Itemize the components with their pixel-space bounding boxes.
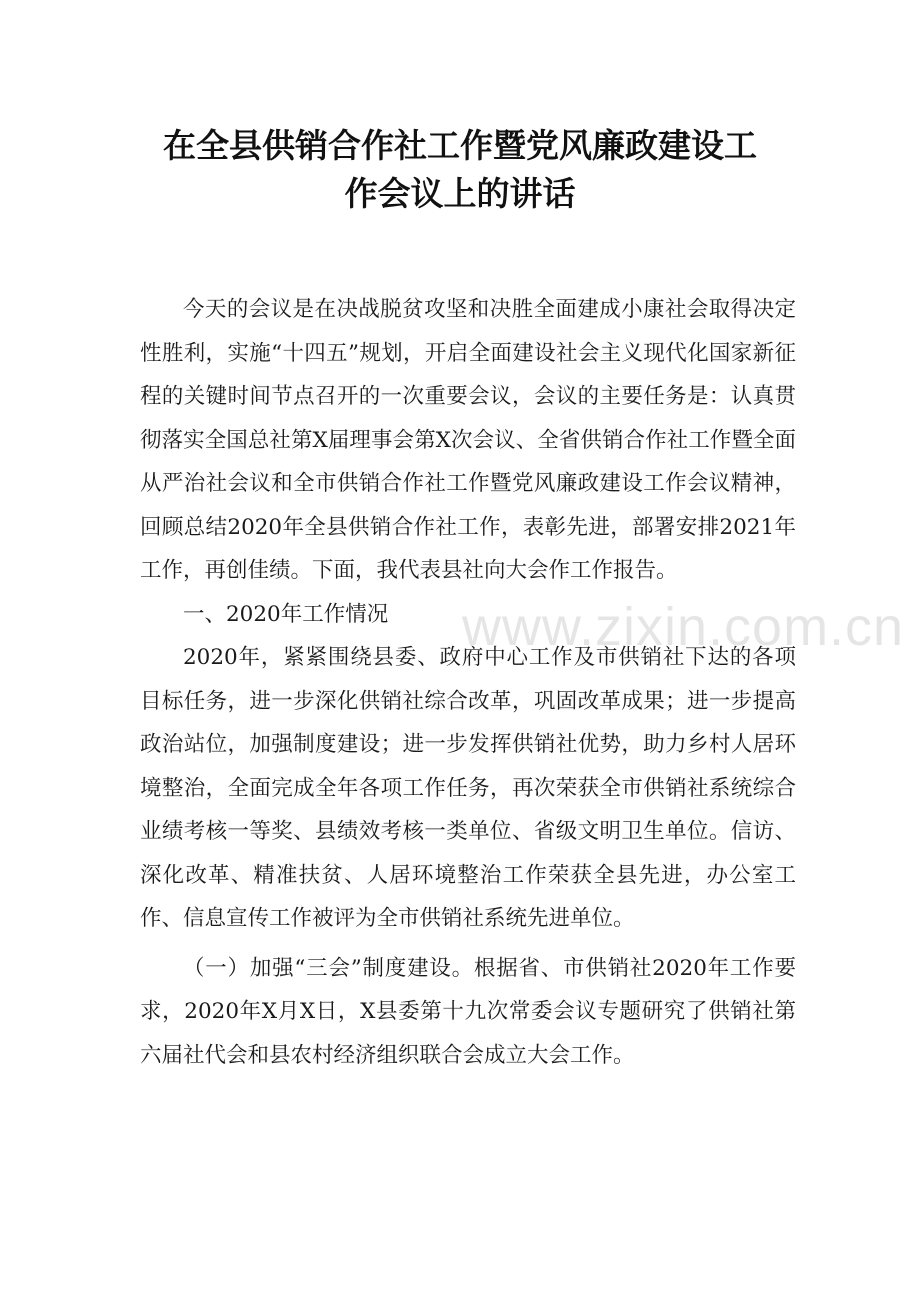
title-line-2: 作会议上的讲话 bbox=[344, 174, 576, 213]
section-heading-1: 一、2020年工作情况 bbox=[183, 601, 389, 627]
paragraph-intro: 今天的会议是在决战脱贫攻坚和决胜全面建成小康社会取得决定性胜利，实施“十四五”规划，开启全面建设社会主义现代化国家新征程的关键时间节点召开的一次重要会议，会议的主要任务是：认真贯彻落实全国总社第X届理事会第X次会议、全省供销合作社工作暨全面从严治社会议和全市供销合作社工作暨党风廉政建设工作会议精神，回顾总结2020年全县供销合作社工作，表彰先进，部署安排2021年工作，再创佳绩。下面，我代表县社向大会作工作报告。 bbox=[140, 297, 796, 583]
document-body bbox=[140, 288, 796, 1077]
watermark bbox=[462, 596, 904, 658]
title-line-1: 在全县供销合作社工作暨党风廉政建设工 bbox=[163, 126, 757, 165]
document-title bbox=[100, 122, 820, 218]
paragraph-subsection-1: （一）加强“三会”制度建设。根据省、市供销社2020年工作要求，2020年X月X日，X县委第十九次常委会议专题研究了供销社第六届社代会和县农村经济组织联合会成立大会工作。 bbox=[140, 955, 796, 1068]
paragraph-2020-summary: 2020年，紧紧围绕县委、政府中心工作及市供销社下达的各项目标任务，进一步深化供销社综合改革，巩固改革成果；进一步提高政治站位，加强制度建设；进一步发挥供销社优势，助力乡村人居环境整治，全面完成全年各项工作任务，再次荣获全市供销社系统综合业绩考核一等奖、县绩效考核一类单位、省级文明卫生单位。信访、深化改革、精准扶贫、人居环境整治工作荣获全县先进，办公室工作、信息宣传工作被评为全市供销社系统先进单位。 bbox=[140, 645, 796, 931]
watermark-text: www.zixin.com.cn bbox=[462, 597, 905, 657]
